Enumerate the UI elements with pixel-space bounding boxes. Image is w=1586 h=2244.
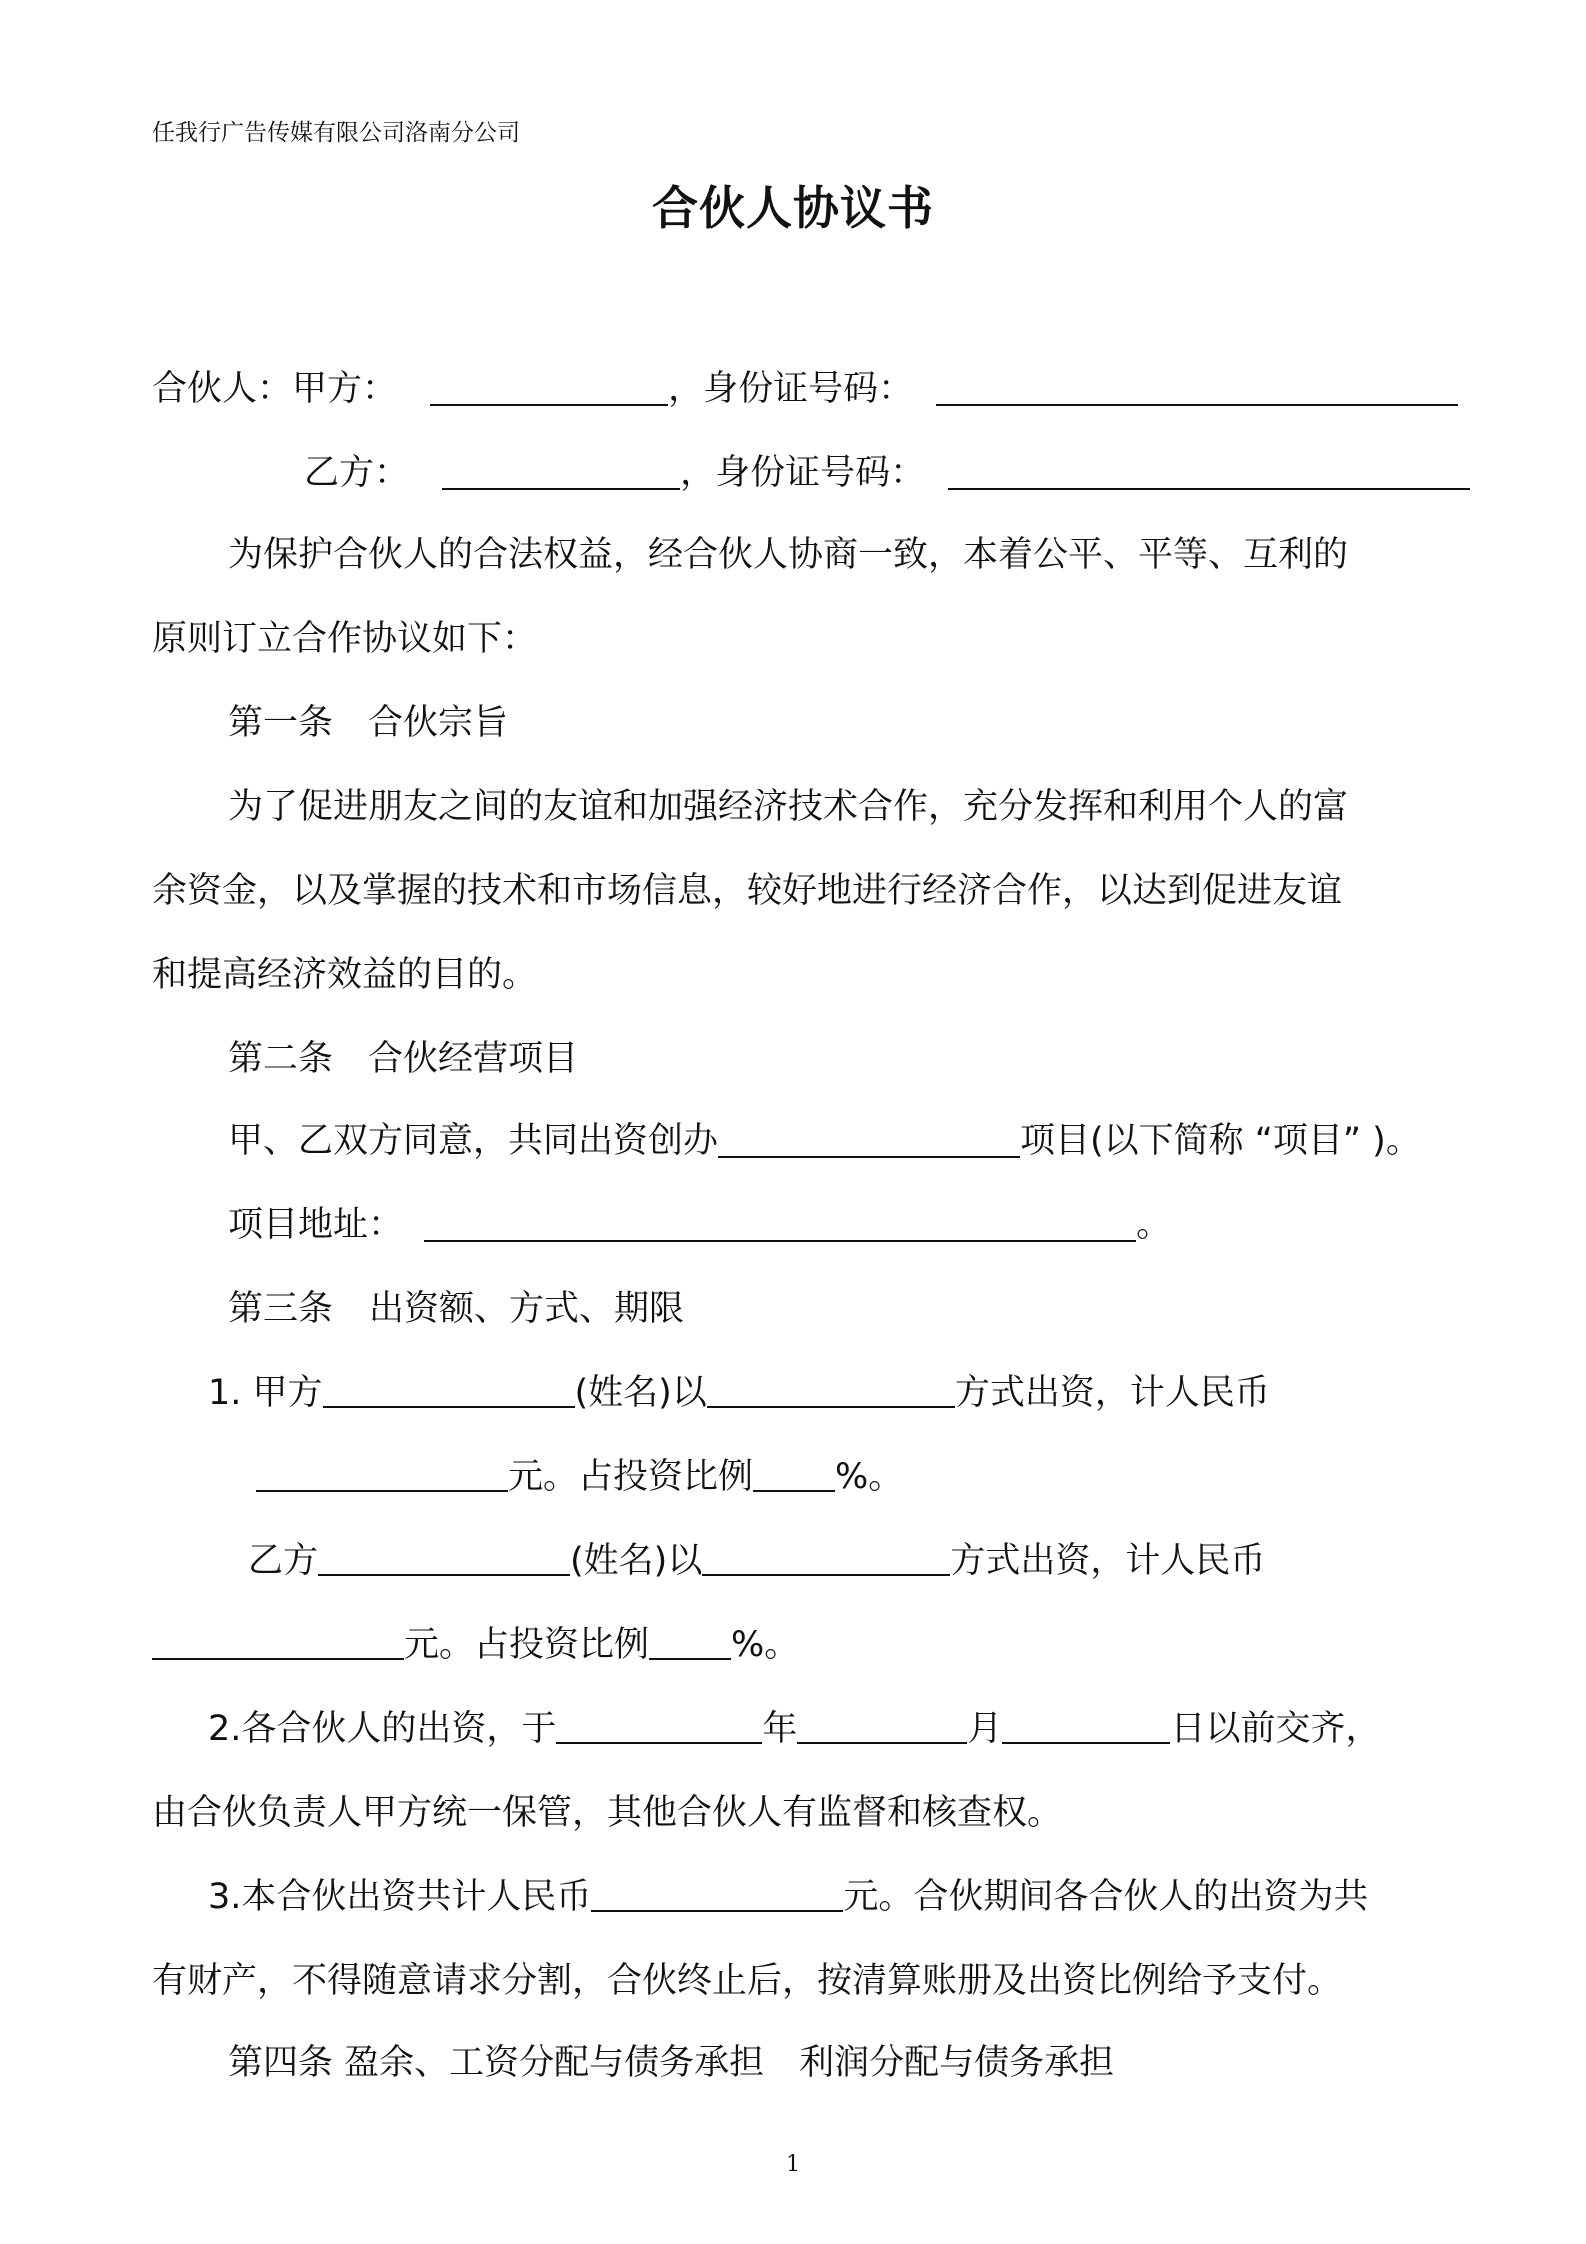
item-2-line-2: 由合伙负责人甲方统一保管，其他合伙人有监督和核查权。 (152, 1793, 1063, 1833)
project-name-blank[interactable] (718, 1126, 1020, 1158)
company-header: 任我行广告传媒有限公司洛南分公司 (152, 120, 520, 146)
address-end: 。 (1136, 1205, 1172, 1245)
item-2-pre: 2.各合伙人的出资，于 (208, 1709, 557, 1749)
party-b-label: 乙方： (304, 453, 410, 493)
party-a-name-blank-2[interactable] (323, 1378, 575, 1408)
total-amount-blank[interactable] (591, 1882, 843, 1912)
intro-line-2: 原则订立合作协议如下： (152, 619, 538, 659)
party-a-name-blank[interactable] (430, 374, 668, 406)
article-3-heading (228, 1289, 685, 1329)
item-1-party-a (208, 1373, 1270, 1413)
percent-b: %。 (731, 1625, 800, 1665)
method-label-b: 方式出资，计人民币 (950, 1541, 1266, 1581)
item-1-party-b (248, 1541, 1266, 1581)
address-label: 项目地址： (228, 1205, 404, 1245)
partners-label: 合伙人： (152, 369, 293, 409)
item-2-line-1 (208, 1709, 1381, 1749)
day-blank[interactable] (1002, 1714, 1170, 1744)
article-2-project-line (228, 1121, 1421, 1161)
party-b-line (304, 453, 1470, 493)
item-1-party-b-amount (152, 1625, 800, 1665)
party-a-amount-blank[interactable] (256, 1462, 508, 1492)
party-b-name-blank[interactable] (442, 458, 680, 490)
party-a-id-blank[interactable] (936, 374, 1458, 406)
project-pre: 甲、乙双方同意，共同出资创办 (228, 1121, 719, 1161)
item-1-b-pre: 乙方 (248, 1541, 319, 1581)
article-2-address-line (228, 1205, 1172, 1245)
party-b-id-blank[interactable] (948, 458, 1470, 490)
party-b-name-blank-2[interactable] (318, 1546, 570, 1576)
project-post: 项目(以下简称 “项目” )。 (1020, 1121, 1421, 1161)
method-label-a: 方式出资，计人民币 (954, 1373, 1270, 1413)
percent-a: %。 (835, 1457, 904, 1497)
item-3-line-2: 有财产，不得随意请求分割，合伙终止后，按清算账册及出资比例给予支付。 (152, 1961, 1343, 2001)
article-1-heading: 第一条 合伙宗旨 (228, 703, 509, 743)
item-3-post: 元。合伙期间各合伙人的出资为共 (843, 1877, 1369, 1917)
party-b-id-label: ，身份证号码： (680, 453, 926, 493)
party-a-label: 甲方： (292, 369, 398, 409)
party-b-method-blank[interactable] (702, 1546, 950, 1576)
article-3-number: 第三条 (228, 1289, 334, 1329)
article-2-heading: 第二条 合伙经营项目 (228, 1039, 579, 1079)
party-a-id-label: ，身份证号码： (668, 369, 914, 409)
yuan-ratio-b: 元。占投资比例 (404, 1625, 650, 1665)
party-a-line (152, 369, 1458, 409)
year-blank[interactable] (556, 1714, 762, 1744)
month-blank[interactable] (797, 1714, 967, 1744)
year-label: 年 (762, 1709, 798, 1749)
yuan-ratio-a: 元。占投资比例 (508, 1457, 754, 1497)
party-a-ratio-blank[interactable] (753, 1462, 835, 1492)
article-1-line-1: 为了促进朋友之间的友谊和加强经济技术合作，充分发挥和利用个人的富 (228, 787, 1349, 827)
name-label-b: (姓名)以 (570, 1541, 703, 1581)
article-3-title: 出资额、方式、期限 (369, 1289, 685, 1329)
day-label: 日以前交齐， (1170, 1709, 1381, 1749)
party-b-amount-blank[interactable] (152, 1630, 404, 1660)
month-label: 月 (967, 1709, 1003, 1749)
page-number: 1 (786, 2152, 800, 2177)
item-1-a-pre: 1. 甲方 (208, 1373, 323, 1413)
document-title: 合伙人协议书 (652, 181, 934, 235)
item-3-line-1 (208, 1877, 1369, 1917)
article-4-heading: 第四条 盈余、工资分配与债务承担 利润分配与债务承担 (228, 2043, 1115, 2083)
address-blank[interactable] (424, 1210, 1136, 1242)
article-1-line-3: 和提高经济效益的目的。 (152, 955, 538, 995)
intro-line-1: 为保护合伙人的合法权益，经合伙人协商一致，本着公平、平等、互利的 (228, 535, 1349, 575)
party-b-ratio-blank[interactable] (649, 1630, 731, 1660)
article-1-line-2: 余资金，以及掌握的技术和市场信息，较好地进行经济合作，以达到促进友谊 (152, 871, 1343, 911)
name-label-a: (姓名)以 (574, 1373, 707, 1413)
item-1-party-a-amount (256, 1457, 904, 1497)
party-a-method-blank[interactable] (707, 1378, 955, 1408)
item-3-pre: 3.本合伙出资共计人民币 (208, 1877, 592, 1917)
